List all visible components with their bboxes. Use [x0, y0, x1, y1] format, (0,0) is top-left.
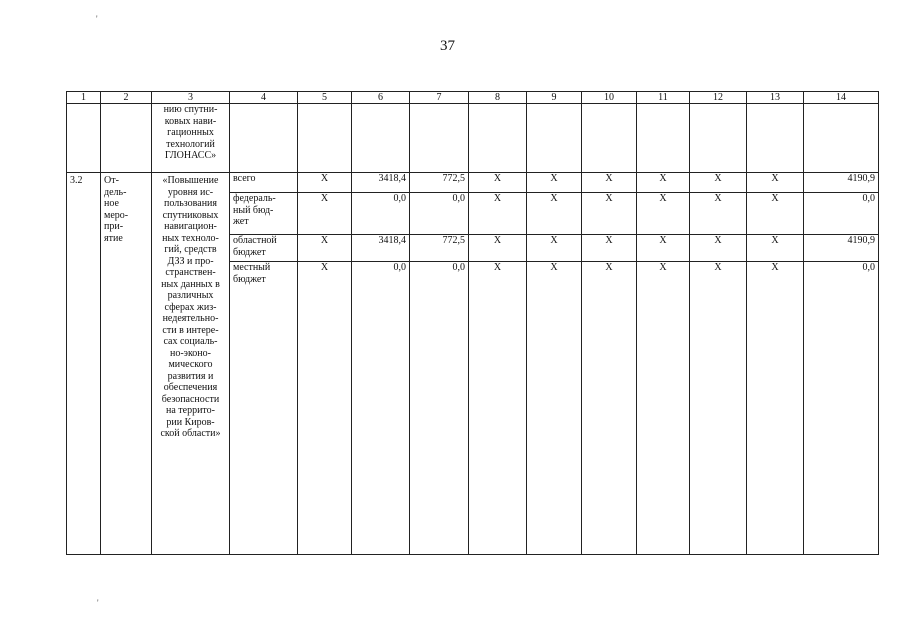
table-cell: 0,0 — [804, 262, 879, 555]
continuation-row — [67, 104, 879, 173]
column-header: 11 — [637, 92, 690, 104]
table-cell: 0,0 — [410, 262, 469, 555]
table-cell: X — [637, 235, 690, 262]
table-cell: X — [747, 173, 804, 193]
table-cell: X — [747, 193, 804, 235]
table-cell: X — [527, 262, 582, 555]
table-cell: X — [469, 193, 527, 235]
table-cell: X — [527, 193, 582, 235]
table-cell: X — [637, 193, 690, 235]
scan-mark: ' — [96, 14, 98, 24]
page-number: 37 — [440, 38, 455, 54]
table-cell: X — [582, 193, 637, 235]
table-cell: X — [637, 173, 690, 193]
funding-source: областной бюджет — [230, 235, 298, 262]
column-header: 14 — [804, 92, 879, 104]
item-type: От- дель- ное меро- при- ятие — [101, 173, 152, 555]
table-cell: X — [747, 235, 804, 262]
table-cell: X — [298, 193, 352, 235]
funding-source: всего — [230, 173, 298, 193]
column-header: 8 — [469, 92, 527, 104]
column-header: 7 — [410, 92, 469, 104]
table-cell: X — [690, 235, 747, 262]
table-cell: 772,5 — [410, 235, 469, 262]
table-cell: 3418,4 — [352, 173, 410, 193]
funding-source: местный бюджет — [230, 262, 298, 555]
column-header: 2 — [101, 92, 152, 104]
table-cell: 4190,9 — [804, 235, 879, 262]
table-cell: 0,0 — [352, 193, 410, 235]
scan-mark: ' — [97, 598, 99, 608]
table-cell: X — [298, 262, 352, 555]
continued-description: нию спутни- ковых нави- гационных технологий ГЛОНАСС» — [152, 104, 230, 173]
table-cell: X — [582, 173, 637, 193]
table-cell: X — [582, 235, 637, 262]
item-description: «Повышение уровня ис- пользования спутниковых навигацион- ных техноло- гий, средств ДЗЗ и про- странствен- ных данных в различных сферах жиз- недеятельно- сти в интере- сах социаль- но-эконо- мического развития и обеспечения безопасности на террито- рии Киров- ской области» — [152, 173, 230, 555]
column-header: 3 — [152, 92, 230, 104]
table-cell: 3418,4 — [352, 235, 410, 262]
table-cell: X — [690, 173, 747, 193]
table-cell: X — [527, 173, 582, 193]
funding-table — [66, 91, 879, 555]
table-cell: X — [690, 262, 747, 555]
table-cell: X — [747, 262, 804, 555]
table-cell: X — [690, 193, 747, 235]
table-cell: 4190,9 — [804, 173, 879, 193]
table-cell: X — [298, 173, 352, 193]
column-header: 9 — [527, 92, 582, 104]
table-cell: X — [582, 262, 637, 555]
column-header: 6 — [352, 92, 410, 104]
table-cell: 0,0 — [352, 262, 410, 555]
table-cell: X — [298, 235, 352, 262]
column-header: 12 — [690, 92, 747, 104]
column-header: 1 — [67, 92, 101, 104]
column-header: 10 — [582, 92, 637, 104]
column-header: 4 — [230, 92, 298, 104]
table-cell: X — [637, 262, 690, 555]
table-cell: X — [469, 262, 527, 555]
funding-source: федераль- ный бюд- жет — [230, 193, 298, 235]
column-header: 13 — [747, 92, 804, 104]
table-cell: X — [469, 235, 527, 262]
table-cell: 0,0 — [804, 193, 879, 235]
item-number: 3.2 — [67, 173, 101, 555]
table-cell: 772,5 — [410, 173, 469, 193]
column-number-row — [67, 92, 879, 104]
table-cell: X — [469, 173, 527, 193]
table-row — [67, 173, 879, 193]
column-header: 5 — [298, 92, 352, 104]
table-cell: 0,0 — [410, 193, 469, 235]
table-cell: X — [527, 235, 582, 262]
